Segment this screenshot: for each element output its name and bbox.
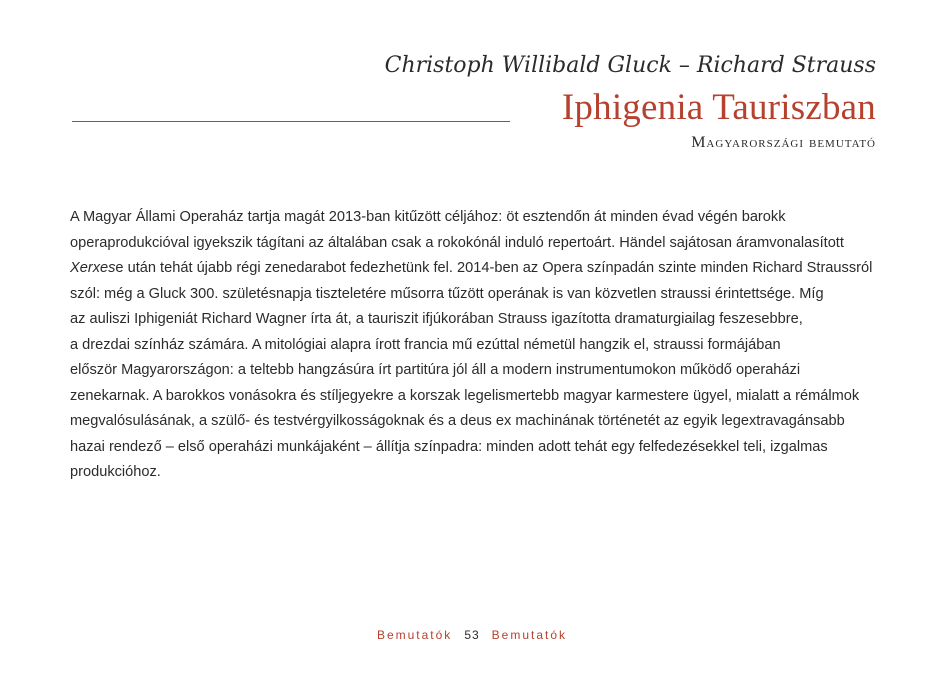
body-line: produkcióhoz. — [70, 464, 161, 480]
page-title: Iphigenia Tauriszban — [561, 87, 876, 128]
body-line: megvalósulásának, a szülő- és testvérgyilkosságoknak és a deus ex machinának történetét az egyik legextravagánsabb — [70, 413, 845, 429]
page-number: 53 — [464, 628, 480, 642]
body-line: A Magyar Állami Operaház tartja magát 2013-ban kitűzött céljához: öt esztendőn át minden évad végén barokk — [70, 209, 786, 225]
body-line: az auliszi Iphigeniát Richard Wagner írta át, a tauriszit ifjúkorában Strauss igazította dramaturgiailag feszesebbre, — [70, 311, 803, 327]
body-line: operaprodukcióval igyekszik tágítani az általában csak a rokokónál induló repertoárt. Händel sajátosan áramvonalasított — [70, 234, 844, 251]
footer-section-left: Bemutatók — [376, 628, 453, 642]
work-title-emphasis: Xerxes — [70, 260, 116, 276]
body-line — [70, 256, 873, 282]
composer-heading: Christoph Willibald Gluck – Richard Strauss — [384, 53, 876, 78]
subtitle: Magyarországi bemutató — [691, 134, 876, 151]
body-line: a drezdai színház számára. A mitológiai alapra írott francia mű ezúttal németül hangzik el, straussi formájában — [70, 336, 781, 353]
body-line: először Magyarországon: a teltebb hangzásúra írt partitúra jól áll a modern instrumentumokon működő operaházi — [70, 362, 801, 378]
title-rule — [72, 121, 510, 122]
page-footer — [0, 628, 944, 642]
body-line: zenekarnak. A barokkos vonásokra és stíljegyekre a korszak legelismertebb magyar karmestere ügyel, mialatt a rémálmok — [70, 387, 860, 404]
body-paragraph — [70, 205, 873, 486]
body-line-rest: e után tehát újabb régi zenedarabot fedezhetünk fel. 2014-ben az Opera színpadán szinte minden Richard Straussról — [115, 260, 873, 276]
body-line: szól: még a Gluck 300. születésnapja tiszteletére műsorra tűzött operának is van közvetlen straussi érintettsége. Míg — [70, 285, 824, 302]
footer-section-right: Bemutatók — [491, 628, 568, 642]
body-line: hazai rendező – első operaházi munkájaként – állítja színpadra: minden adott tehát egy felfedezésekkel teli, izgalmas — [70, 438, 828, 455]
